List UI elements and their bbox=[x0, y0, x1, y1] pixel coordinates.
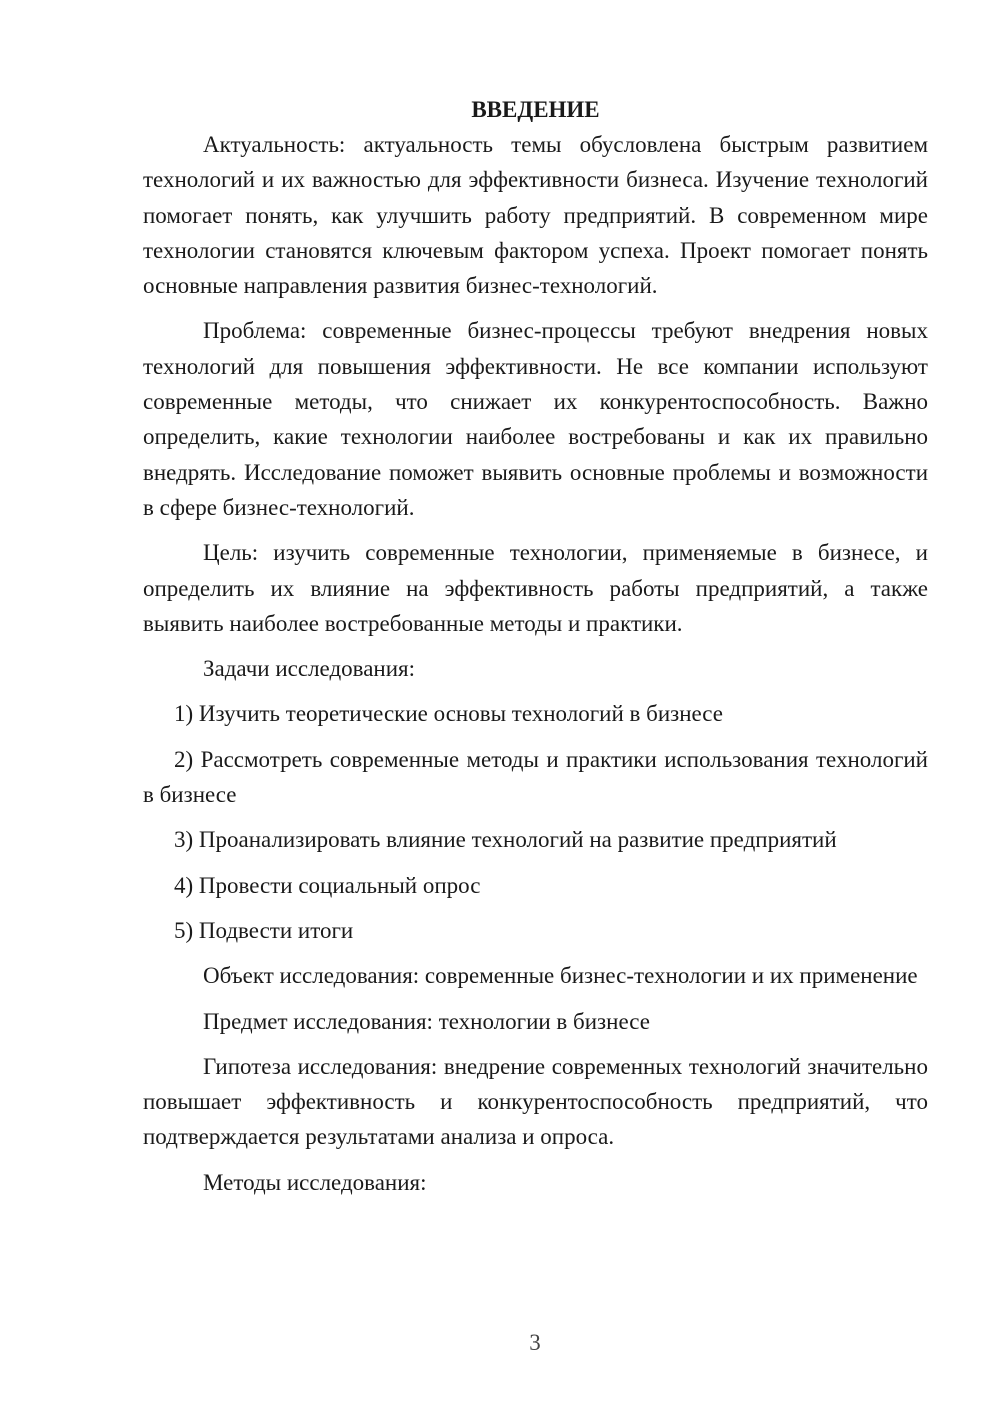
subject-paragraph: Предмет исследования: технологии в бизнесе bbox=[203, 1008, 650, 1034]
object-paragraph: Объект исследования: современные бизнес-технологии и их применение bbox=[203, 963, 918, 989]
methods-heading: Методы исследования: bbox=[203, 1169, 427, 1195]
task-item: 2) Рассмотреть современные методы и практики использования технологий в бизнесе bbox=[143, 746, 928, 808]
task-item: 3) Проанализировать влияние технологий на развитие предприятий bbox=[174, 827, 837, 853]
task-item: 5) Подвести итоги bbox=[174, 917, 354, 943]
task-item: 4) Провести социальный опрос bbox=[174, 872, 481, 898]
section-title: ВВЕДЕНИЕ bbox=[471, 97, 600, 122]
goal-paragraph: Цель: изучить современные технологии, применяемые в бизнесе, и определить их влияние на эффективность работы предприятий, а также выявить наиболее востребованные методы и практики. bbox=[143, 540, 928, 636]
relevance-paragraph: Актуальность: актуальность темы обусловлена быстрым развитием технологий и их важностью для эффективности бизнеса. Изучение технологий помогает понять, как улучшить работу предприятий. В современном мире технологии становятся ключевым фактором успеха. Проект помогает понять основные направления развития бизнес-технологий. bbox=[143, 132, 928, 299]
hypothesis-paragraph: Гипотеза исследования: внедрение современных технологий значительно повышает эффективность и конкурентоспособность предприятий, что подтверждается результатами анализа и опроса. bbox=[143, 1053, 928, 1150]
task-item: 1) Изучить теоретические основы технологий в бизнесе bbox=[174, 701, 724, 727]
page-number: 3 bbox=[529, 1330, 541, 1355]
tasks-heading: Задачи исследования: bbox=[203, 656, 416, 682]
problem-paragraph: Проблема: современные бизнес-процессы требуют внедрения новых технологий для повышения эффективности. Не все компании используют современные методы, что снижает их конкурентоспособность. Важно определить, какие технологии наиболее востребованы и как их правильно внедрять. Исследование поможет выявить основные проблемы и возможности в сфере бизнес-технологий. bbox=[143, 318, 928, 520]
document-page bbox=[143, 92, 928, 1200]
